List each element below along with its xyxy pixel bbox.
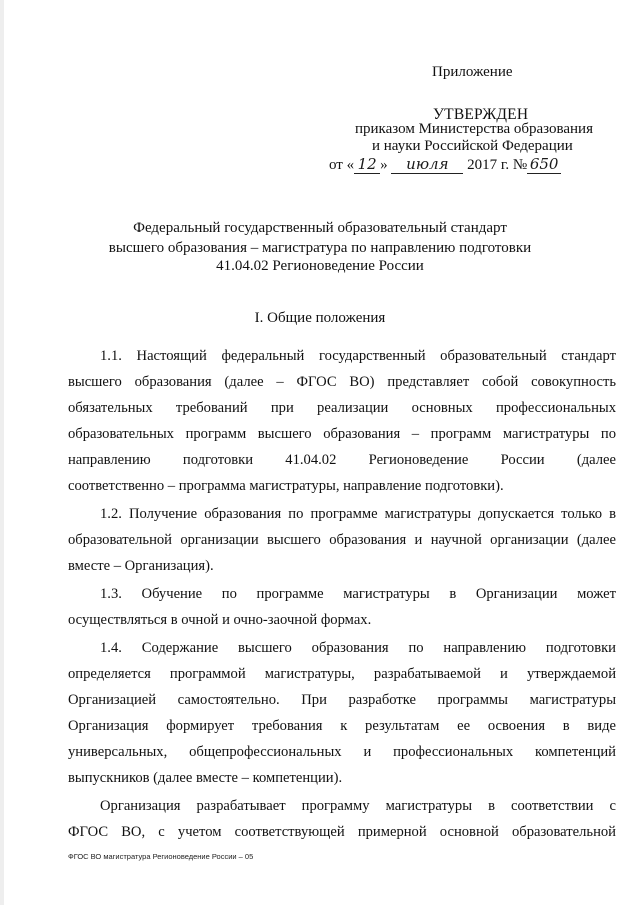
standard-title-line2: высшего образования – магистратура по направлению подготовки — [108, 240, 532, 256]
body-line: вместе – Организация). — [68, 558, 214, 574]
body-line: 1.2. Получение образования по программе магистратуры допускается только в — [100, 506, 616, 522]
body-line: Организация формирует требования к результатам ее освоения в виде — [68, 718, 616, 734]
date-mid: » — [380, 157, 388, 173]
body-line: соответственно – программа магистратуры, направление подготовки). — [68, 478, 504, 494]
body-line: высшего образования (далее – ФГОС ВО) представляет собой совокупность — [68, 374, 616, 390]
body-line: Организация разрабатывает программу магистратуры в соответствии с — [100, 798, 616, 814]
standard-title-line1: Федеральный государственный образовательный стандарт — [133, 220, 507, 236]
body-line: выпускников (далее вместе – компетенции). — [68, 770, 343, 786]
handwritten-month: июля — [391, 155, 463, 174]
body-line: образовательных программ высшего образования – программ магистратуры по — [68, 426, 616, 442]
date-prefix: от « — [329, 157, 355, 173]
page-footer: ФГОС ВО магистратура Регионоведение России – 05 — [68, 852, 254, 861]
approved-label: УТВЕРЖДЕН — [433, 106, 529, 123]
body-line: универсальных, общепрофессиональных и профессиональных компетенций — [68, 744, 616, 760]
section-heading: I. Общие положения — [254, 310, 386, 326]
body-line: Организацией самостоятельно. При разработке программы магистратуры — [68, 692, 616, 708]
handwritten-day: 12 — [354, 155, 380, 174]
body-line: 1.4. Содержание высшего образования по направлению подготовки — [100, 640, 616, 656]
body-line: осуществляться в очной и очно-заочной формах. — [68, 612, 372, 628]
approved-by-line1: приказом Министерства образования — [355, 121, 593, 137]
handwritten-order-number: 650 — [527, 155, 561, 174]
body-line: обязательных требований при реализации основных профессиональных — [68, 400, 616, 416]
standard-title-line3: 41.04.02 Регионоведение России — [216, 258, 424, 274]
order-date-line — [329, 155, 640, 174]
body-line: ФГОС ВО, с учетом соответствующей примерной основной образовательной — [68, 824, 616, 840]
body-line: образовательной организации высшего образования и научной организации (далее — [68, 532, 616, 548]
body-line: направлению подготовки 41.04.02 Регионоведение России (далее — [68, 452, 616, 468]
scan-edge — [0, 0, 4, 905]
body-line: определяется программой магистратуры, разрабатываемой и утверждаемой — [68, 666, 616, 682]
date-year: 2017 г. № — [467, 157, 528, 173]
appendix-label: Приложение — [432, 64, 513, 80]
body-line: 1.3. Обучение по программе магистратуры в Организации может — [100, 586, 616, 602]
body-line: 1.1. Настоящий федеральный государственный образовательный стандарт — [100, 348, 616, 364]
approved-by-line2: и науки Российской Федерации — [372, 138, 573, 154]
